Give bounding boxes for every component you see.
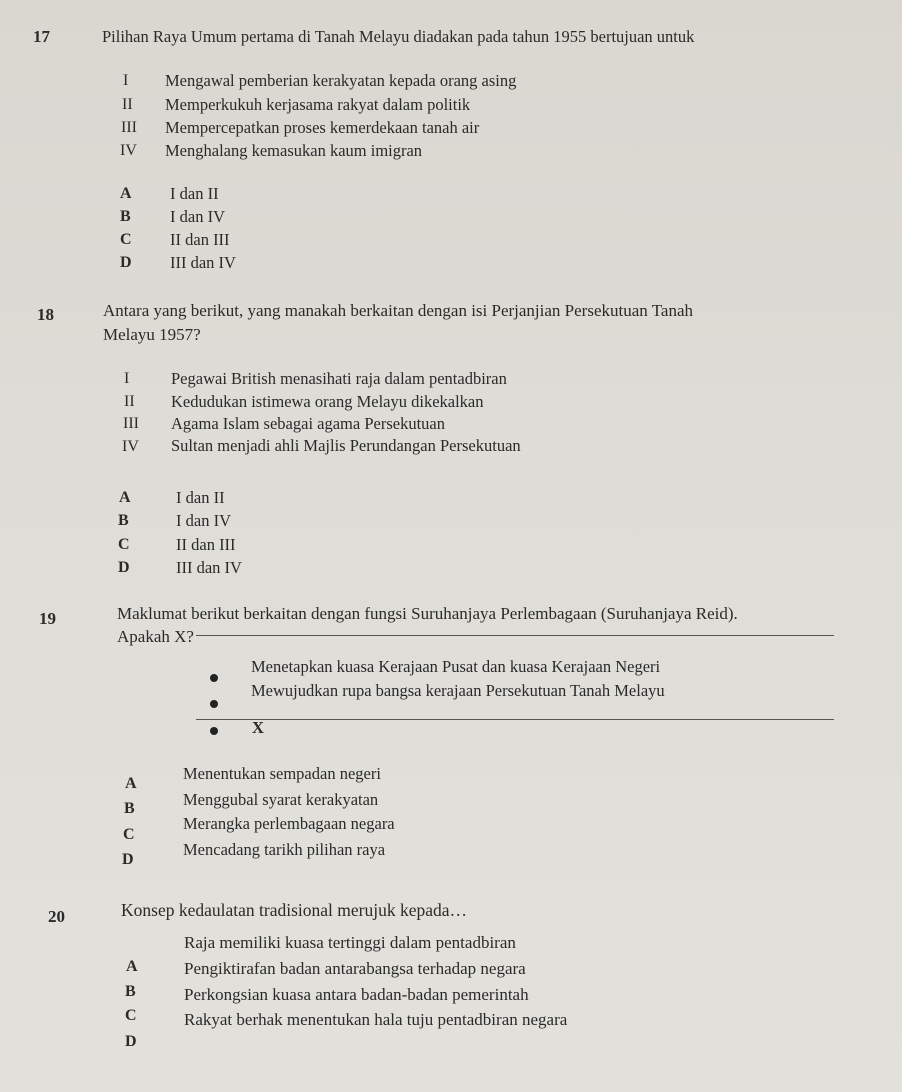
q18-option-a[interactable]: I dan II [176,488,225,507]
q20-option-d-letter[interactable]: D [125,1033,137,1050]
bullet-icon [210,674,218,682]
q19-option-d[interactable]: Mencadang tarikh pilihan raya [183,840,386,859]
bullet-icon [210,700,218,708]
q20-option-c[interactable]: Perkongsian kuasa antara badan-badan pemerintah [184,985,529,1004]
q20-option-b-letter[interactable]: B [125,983,136,1000]
q17-option-a-letter[interactable]: A [120,185,132,202]
q17-stem: Pilihan Raya Umum pertama di Tanah Melayu diadakan pada tahun 1955 bertujuan untuk [102,27,695,46]
q18-roman-1: I [124,370,130,387]
q18-statement-4: Sultan menjadi ahli Majlis Perundangan Persekutuan [171,436,521,455]
q18-roman-4: IV [122,438,139,455]
q17-number: 17 [33,27,50,46]
q18-statement-1: Pegawai British menasihati raja dalam pentadbiran [171,369,507,388]
q19-option-b[interactable]: Menggubal syarat kerakyatan [183,790,379,809]
q19-stem-line1: Maklumat berikut berkaitan dengan fungsi Suruhanjaya Perlembagaan (Suruhanjaya Reid). [117,604,738,623]
q18-option-c[interactable]: II dan III [176,535,236,554]
q17-option-b[interactable]: I dan IV [170,207,225,226]
q19-box-item-2: Mewujudkan rupa bangsa kerajaan Persekutuan Tanah Melayu [251,681,665,700]
q17-option-d-letter[interactable]: D [120,254,132,271]
q17-statement-2: Memperkukuh kerjasama rakyat dalam politik [165,95,471,114]
q18-statement-2: Kedudukan istimewa orang Melayu dikekalkan [171,392,484,411]
q18-stem-line2: Melayu 1957? [103,325,201,344]
q17-statement-4: Menghalang kemasukan kaum imigran [165,141,423,160]
q20-stem: Konsep kedaulatan tradisional merujuk kepada… [121,900,468,920]
q18-statement-3: Agama Islam sebagai agama Persekutuan [171,414,445,433]
q17-statement-3: Mempercepatkan proses kemerdekaan tanah air [165,118,480,137]
q19-option-b-letter[interactable]: B [124,800,135,817]
q17-roman-3: III [121,119,137,136]
q18-roman-2: II [124,393,135,410]
q20-option-b[interactable]: Pengiktirafan badan antarabangsa terhadap negara [184,959,526,978]
info-box [196,635,834,720]
q17-roman-1: I [123,72,129,89]
q19-option-a-letter[interactable]: A [125,775,137,792]
q20-number: 20 [48,907,65,926]
q17-option-d[interactable]: III dan IV [170,253,236,272]
q20-option-a-letter[interactable]: A [126,958,138,975]
q20-option-c-letter[interactable]: C [125,1007,137,1024]
bullet-icon [210,727,218,735]
q18-roman-3: III [123,415,139,432]
q19-option-c-letter[interactable]: C [123,826,135,843]
q19-option-c[interactable]: Merangka perlembagaan negara [183,814,395,833]
q19-option-d-letter[interactable]: D [122,851,134,868]
q18-option-b[interactable]: I dan IV [176,511,231,530]
q18-option-a-letter[interactable]: A [119,489,131,506]
q18-option-d-letter[interactable]: D [118,559,130,576]
q19-box-item-1: Menetapkan kuasa Kerajaan Pusat dan kuasa Kerajaan Negeri [251,657,661,676]
q18-option-c-letter[interactable]: C [118,536,130,553]
q18-option-b-letter[interactable]: B [118,512,129,529]
q17-option-b-letter[interactable]: B [120,208,131,225]
q19-number: 19 [39,609,56,628]
q17-option-a[interactable]: I dan II [170,184,219,203]
q20-option-d[interactable]: Rakyat berhak menentukan hala tuju pentadbiran negara [184,1010,568,1029]
q19-box-item-x: X [252,718,264,737]
q18-number: 18 [37,305,54,324]
q19-stem-line2: Apakah X? [117,627,194,646]
q17-roman-2: II [122,96,133,113]
q17-roman-4: IV [120,142,137,159]
q20-option-a[interactable]: Raja memiliki kuasa tertinggi dalam pentadbiran [184,933,516,952]
q18-option-d[interactable]: III dan IV [176,558,242,577]
q19-option-a[interactable]: Menentukan sempadan negeri [183,764,381,783]
q17-option-c-letter[interactable]: C [120,231,132,248]
q17-option-c[interactable]: II dan III [170,230,230,249]
q17-statement-1: Mengawal pemberian kerakyatan kepada orang asing [165,71,517,90]
q18-stem-line1: Antara yang berikut, yang manakah berkaitan dengan isi Perjanjian Persekutuan Tanah [103,301,693,320]
